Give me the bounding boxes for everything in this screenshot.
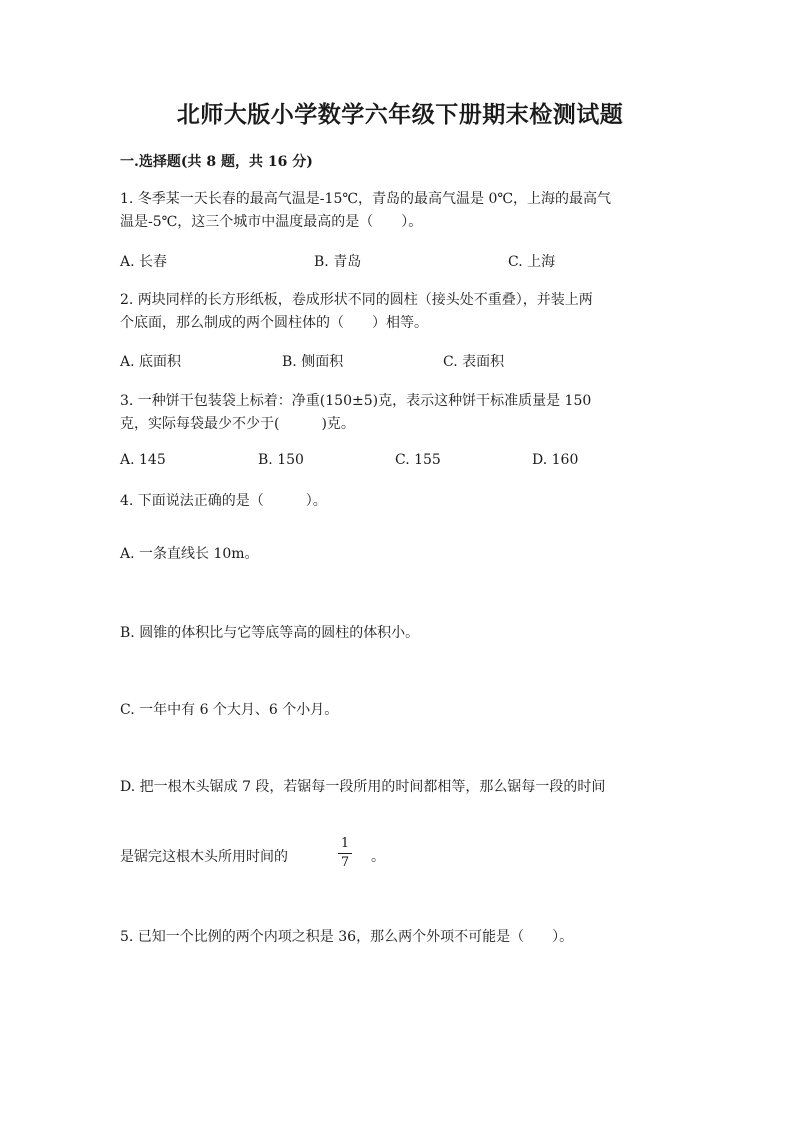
question-4-option-c[interactable]: C. 一年中有 6 个大月、6 个小月。	[120, 702, 339, 718]
question-1-stem-line-2: 温是-5℃，这三个城市中温度最高的是（ ）。	[120, 214, 423, 230]
question-2-option-c[interactable]: C. 表面积	[443, 354, 505, 370]
question-4-option-d-continuation: 是锯完这根木头所用时间的	[120, 849, 288, 865]
question-3-option-a[interactable]: A. 145	[120, 452, 166, 468]
question-5-stem: 5. 已知一个比例的两个内项之积是 36，那么两个外项不可能是（ ）。	[120, 929, 574, 945]
question-2-stem-line-2: 个底面，那么制成的两个圆柱体的（ ）相等。	[120, 315, 428, 331]
question-4-option-d[interactable]: D. 把一根木头锯成 7 段，若锯每一段所用的时间都相等，那么锯每一段的时间	[120, 779, 606, 795]
fraction-denominator: 7	[340, 855, 350, 870]
page-title: 北师大版小学数学六年级下册期末检测试题	[176, 101, 624, 128]
question-2-option-a[interactable]: A. 底面积	[120, 354, 182, 370]
question-1-option-a[interactable]: A. 长春	[120, 254, 168, 270]
question-4-option-a[interactable]: A. 一条直线长 10m。	[120, 546, 259, 562]
question-2-stem-line-1: 2. 两块同样的长方形纸板，卷成形状不同的圆柱（接头处不重叠），并装上两	[120, 292, 593, 308]
fraction-one-seventh	[338, 836, 352, 871]
question-2-option-b[interactable]: B. 侧面积	[282, 354, 344, 370]
question-4-end-mark: 。	[371, 849, 385, 865]
question-1-stem-line-1: 1. 冬季某一天长春的最高气温是-15℃，青岛的最高气温是 0℃，上海的最高气	[120, 191, 612, 207]
question-1-option-c[interactable]: C. 上海	[508, 254, 556, 270]
question-3-stem-line-1: 3. 一种饼干包装袋上标着：净重(150±5)克，表示这种饼干标准质量是 150	[120, 393, 592, 409]
question-3-option-c[interactable]: C. 155	[395, 452, 441, 468]
fraction-bar	[338, 853, 352, 854]
question-4-stem: 4. 下面说法正确的是（ ）。	[120, 493, 327, 509]
question-3-option-b[interactable]: B. 150	[258, 452, 304, 468]
question-1-option-b[interactable]: B. 青岛	[314, 254, 362, 270]
fraction-numerator: 1	[340, 836, 350, 851]
question-4-option-b[interactable]: B. 圆锥的体积比与它等底等高的圆柱的体积小。	[120, 625, 420, 641]
question-3-option-d[interactable]: D. 160	[532, 452, 579, 468]
question-3-stem-line-2: 克，实际每袋最少不少于( )克。	[120, 416, 355, 432]
section-heading: 一.选择题(共 8 题，共 16 分)	[120, 154, 313, 170]
